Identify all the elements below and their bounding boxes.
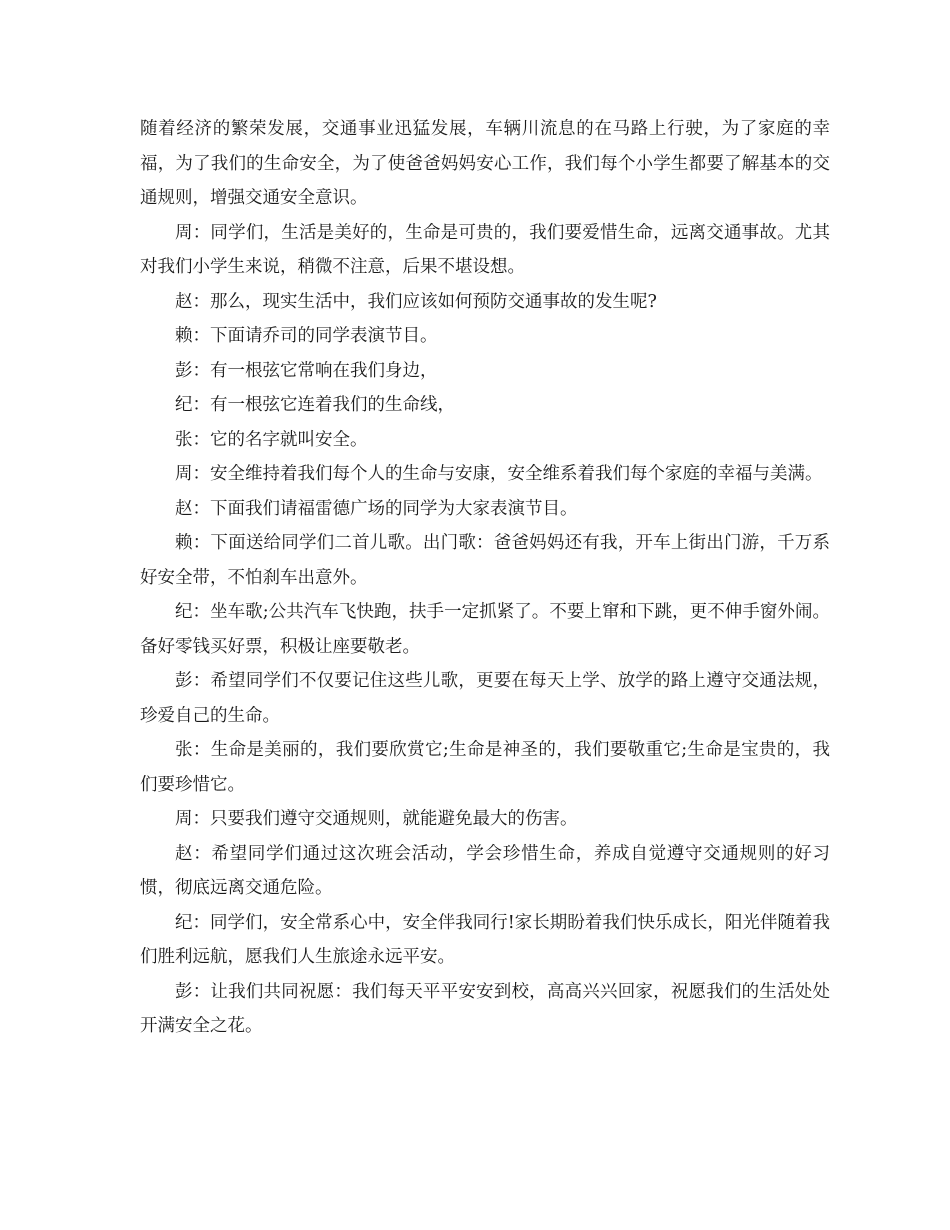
paragraph-ji-1: 纪：有一根弦它连着我们的生命线， — [175, 395, 455, 415]
paragraph-peng-1: 彭：有一根弦它常响在我们身边， — [175, 360, 438, 381]
document-body — [140, 112, 830, 1044]
paragraph-lai-1: 赖：下面请乔司的同学表演节目。 — [175, 326, 438, 346]
paragraph-lai-2: 赖：下面送给同学们二首儿歌。出门歌：爸爸妈妈还有我，开车上街出门游，千万系好安全带，不怕刹车出意外。 — [140, 533, 830, 588]
paragraph-intro: 随着经济的繁荣发展，交通事业迅猛发展，车辆川流息的在马路上行驶，为了家庭的幸福，为了我们的生命安全，为了使爸爸妈妈安心工作，我们每个小学生都要了解基本的交通规则，增强交通安全意识。 — [140, 119, 830, 208]
paragraph-zhao-2: 赵：下面我们请福雷德广场的同学为大家表演节目。 — [175, 498, 578, 519]
paragraph-ji-2: 纪：坐车歌;公共汽车飞快跑，扶手一定抓紧了。不要上窜和下跳，更不伸手窗外闹。备好零钱买好票，积极让座要敬老。 — [140, 602, 830, 657]
paragraph-zhou-2: 周：安全维持着我们每个人的生命与安康，安全维系着我们每个家庭的幸福与美满。 — [175, 464, 823, 484]
paragraph-zhang-1: 张：它的名字就叫安全。 — [175, 429, 368, 450]
paragraph-zhao-1: 赵：那么，现实生活中，我们应该如何预防交通事故的发生呢? — [175, 291, 657, 312]
paragraph-ji-3: 纪：同学们，安全常系心中，安全伴我同行!家长期盼着我们快乐成长，阳光伴随着我们胜利远航，愿我们人生旅途永远平安。 — [140, 912, 830, 967]
paragraph-peng-2: 彭：希望同学们不仅要记住这些儿歌，更要在每天上学、放学的路上遵守交通法规，珍爱自己的生命。 — [140, 671, 830, 726]
paragraph-peng-3: 彭：让我们共同祝愿：我们每天平平安安到校，高高兴兴回家，祝愿我们的生活处处开满安全之花。 — [140, 981, 830, 1036]
paragraph-zhang-2: 张：生命是美丽的，我们要欣赏它;生命是神圣的，我们要敬重它;生命是宝贵的，我们要珍惜它。 — [140, 740, 830, 795]
paragraph-zhao-3: 赵：希望同学们通过这次班会活动，学会珍惜生命，养成自觉遵守交通规则的好习惯，彻底远离交通危险。 — [140, 843, 830, 898]
paragraph-zhou-1: 周：同学们，生活是美好的，生命是可贵的，我们要爱惜生命，远离交通事故。尤其对我们小学生来说，稍微不注意，后果不堪设想。 — [140, 222, 830, 277]
paragraph-zhou-3: 周：只要我们遵守交通规则，就能避免最大的伤害。 — [175, 809, 578, 829]
